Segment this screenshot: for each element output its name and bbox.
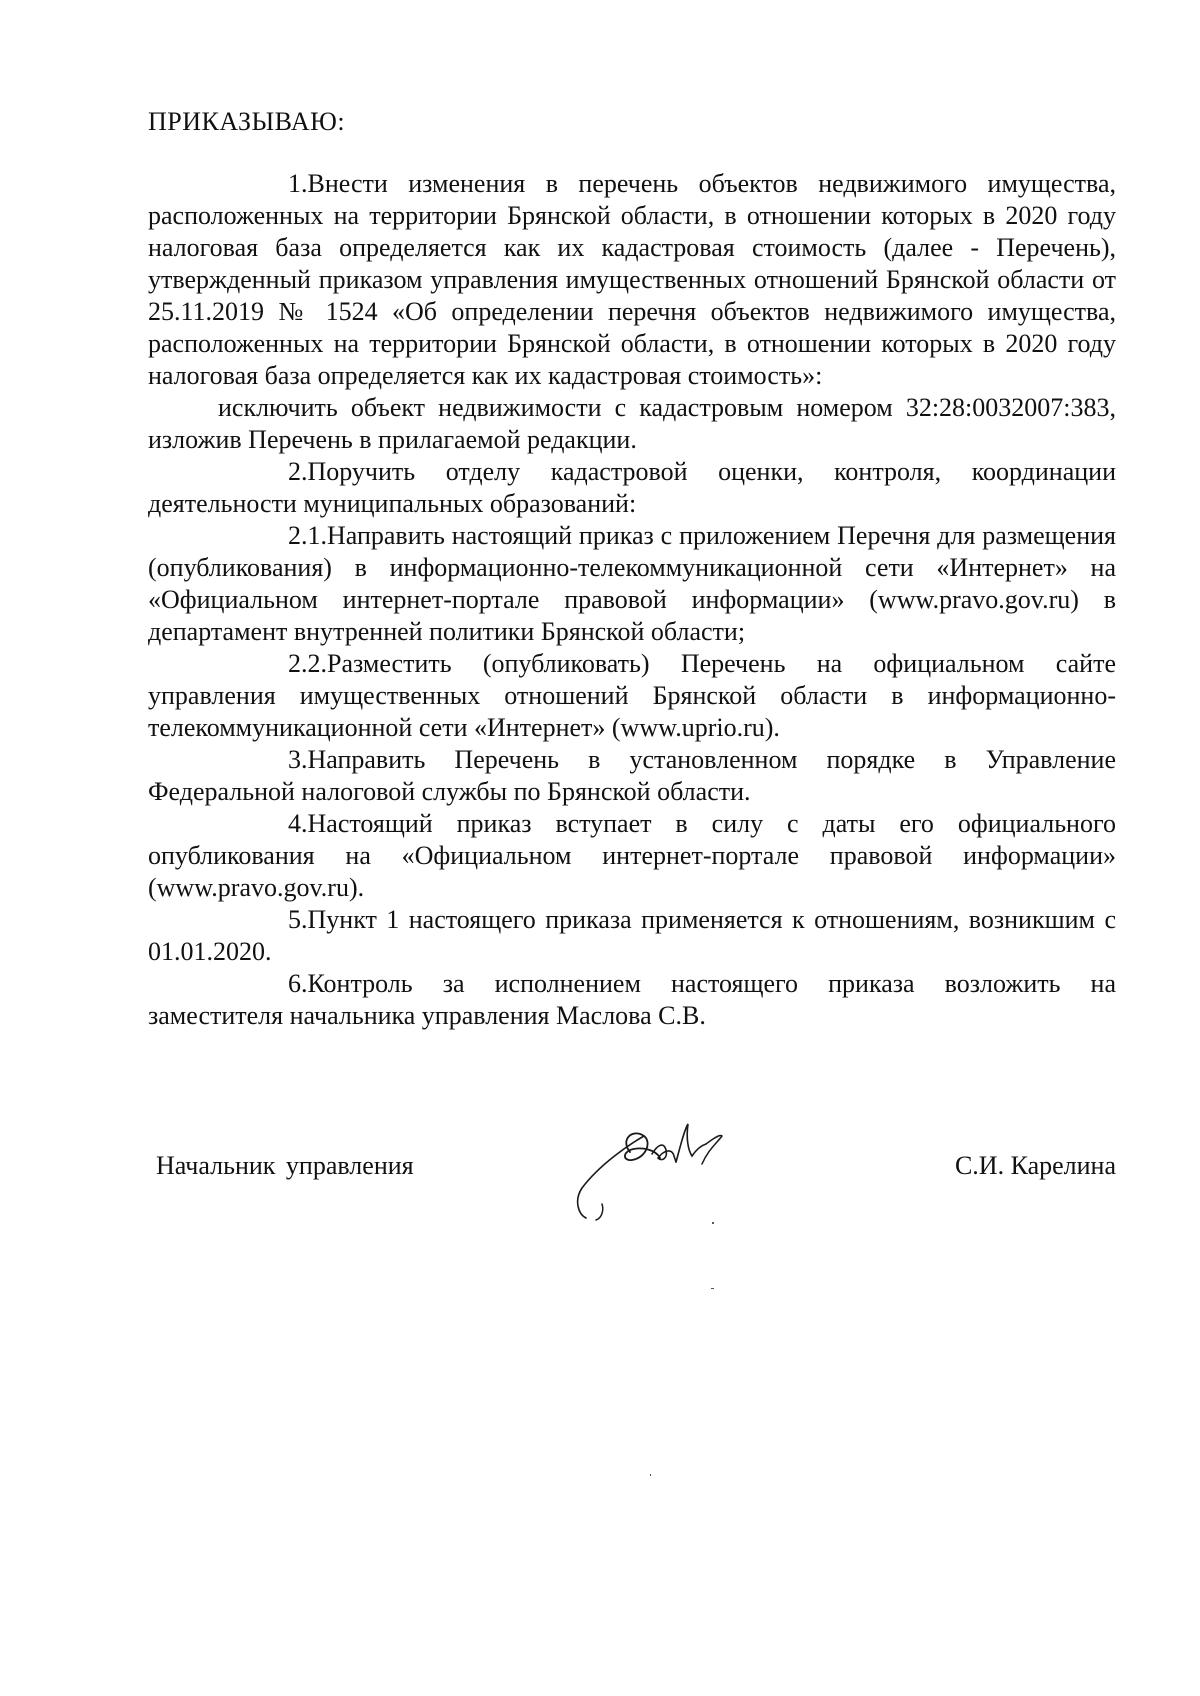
order-item-1-detail (148, 392, 1116, 456)
item-text: Поручить отделу кадастровой оценки, контроля, координации деятельности муниципальных образований: (148, 457, 1116, 518)
item-text: Пункт 1 настоящего приказа применяется к отношениям, возникшим с 01.01.2020. (148, 905, 1116, 966)
item-number: 4. (288, 809, 308, 838)
scan-speck (650, 1474, 651, 1476)
handwritten-signature (560, 1100, 760, 1230)
scan-speck (711, 1288, 714, 1289)
item-text: Направить Перечень в установленном порядке в Управление Федеральной налоговой службы по Брянской области. (148, 745, 1116, 806)
order-item-4 (148, 808, 1116, 904)
order-item-3 (148, 744, 1116, 808)
item-number: 1. (288, 169, 308, 198)
signer-position: Начальник управления (156, 1151, 414, 1180)
item-text: исключить объект недвижимости с кадастровым номером 32:28:0032007:383, изложив Перечень в прилагаемой редакции. (148, 393, 1116, 454)
item-number: 2.1. (288, 521, 327, 550)
order-item-2-2 (148, 648, 1116, 744)
item-number: 5. (288, 905, 308, 934)
item-number: 3. (288, 745, 308, 774)
item-text: Контроль за исполнением настоящего приказа возложить на заместителя начальника управления Маслова С.В. (148, 969, 1116, 1030)
item-number: 2. (288, 457, 308, 486)
item-number: 6. (288, 969, 308, 998)
order-item-2 (148, 456, 1116, 520)
order-item-2-1 (148, 520, 1116, 648)
order-body (148, 168, 1116, 1032)
signer-name: С.И. Карелина (954, 1151, 1116, 1180)
order-item-5 (148, 904, 1116, 968)
item-text: Настоящий приказ вступает в силу с даты его официального опубликования на «Официальном интернет-портале правовой информации» (www.pravo.gov.ru). (148, 809, 1116, 902)
item-number: 2.2. (288, 649, 327, 678)
order-heading: ПРИКАЗЫВАЮ: (148, 107, 346, 136)
item-text: Направить настоящий приказ с приложением Перечня для размещения (опубликования) в информационно-телекоммуникационной сети «Интернет» на «Официальном интернет-портале правовой информации» (www.pravo.gov.ru) в департамент внутренней политики Брянской области; (148, 521, 1116, 646)
item-text: Разместить (опубликовать) Перечень на официальном сайте управления имущественных отношений Брянской области в информационно-телекоммуникационной сети «Интернет» (www.uprio.ru). (148, 649, 1116, 742)
scan-speck (712, 1222, 714, 1224)
order-item-6 (148, 968, 1116, 1032)
item-text: Внести изменения в перечень объектов недвижимого имущества, расположенных на территории Брянской области, в отношении которых в 2020 году налоговая база определяется как их кадастровая стоимость (далее - Перечень), утвержденный приказом управления имущественных отношений Брянской области от 25.11.2019 № 1524 «Об определении перечня объектов недвижимого имущества, расположенных на территории Брянской области, в отношении которых в 2020 году налоговая база определяется как их кадастровая стоимость»: (148, 169, 1116, 390)
order-item-1 (148, 168, 1116, 392)
